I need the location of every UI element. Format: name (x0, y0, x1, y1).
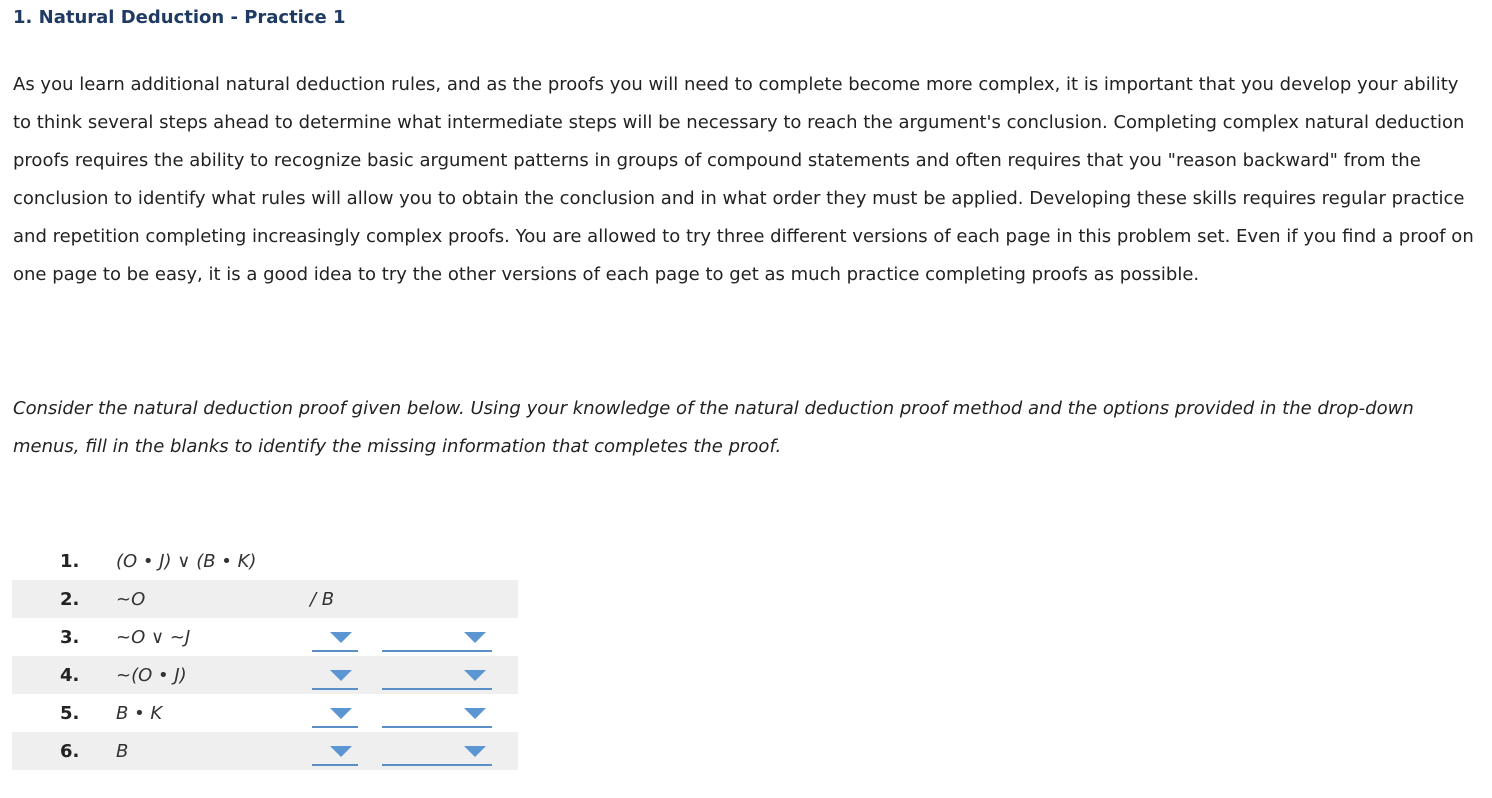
instructions-paragraph: Consider the natural deduction proof given below. Using your knowledge of the natural deduction proof method and the options provided in the drop-down menus, fill in the blanks to identify the missing information that completes the proof. (13, 398, 1414, 457)
rule-dropdown[interactable] (382, 662, 492, 690)
page-title: 1. Natural Deduction - Practice 1 (13, 7, 346, 28)
line-reference-dropdown[interactable] (312, 700, 358, 728)
line-reference-dropdown[interactable] (312, 624, 358, 652)
line-number: 1. (60, 551, 80, 572)
proof-table (12, 542, 518, 770)
statement: ~O ∨ ~J (116, 627, 191, 648)
proof-row-5 (12, 694, 518, 732)
chevron-down-icon (464, 632, 486, 643)
statement: ~(O • J) (116, 665, 187, 686)
statement: (O • J) ∨ (B • K) (116, 551, 257, 572)
proof-row-2 (12, 580, 518, 618)
line-reference-dropdown[interactable] (312, 662, 358, 690)
statement: ~O (116, 589, 146, 610)
line-number: 3. (60, 627, 80, 648)
chevron-down-icon (330, 746, 352, 757)
line-number: 6. (60, 741, 80, 762)
chevron-down-icon (330, 632, 352, 643)
proof-row-3 (12, 618, 518, 656)
proof-row-4 (12, 656, 518, 694)
chevron-down-icon (330, 708, 352, 719)
chevron-down-icon (330, 670, 352, 681)
line-number: 5. (60, 703, 80, 724)
intro-paragraph: As you learn additional natural deduction rules, and as the proofs you will need to complete become more complex, it is important that you develop your ability to think several steps ahead to determine what intermediate steps will be necessary to reach the argument's conclusion. Completing complex natural deduction proofs requires the ability to recognize basic argument patterns in groups of compound statements and often requires that you "reason backward" from the conclusion to identify what rules will allow you to obtain the conclusion and in what order they must be applied. Developing these skills requires regular practice and repetition completing increasingly complex proofs. You are allowed to try three different versions of each page in this problem set. Even if you find a proof on one page to be easy, it is a good idea to try the other versions of each page to get as much practice completing proofs as possible. (13, 74, 1474, 285)
conclusion-label: / B (310, 589, 335, 610)
chevron-down-icon (464, 708, 486, 719)
line-number: 2. (60, 589, 80, 610)
rule-dropdown[interactable] (382, 624, 492, 652)
rule-dropdown[interactable] (382, 738, 492, 766)
line-reference-dropdown[interactable] (312, 738, 358, 766)
statement: B • K (116, 703, 163, 724)
proof-row-6 (12, 732, 518, 770)
rule-dropdown[interactable] (382, 700, 492, 728)
statement: B (116, 741, 129, 762)
chevron-down-icon (464, 746, 486, 757)
line-number: 4. (60, 665, 80, 686)
proof-row-1 (12, 542, 518, 580)
chevron-down-icon (464, 670, 486, 681)
